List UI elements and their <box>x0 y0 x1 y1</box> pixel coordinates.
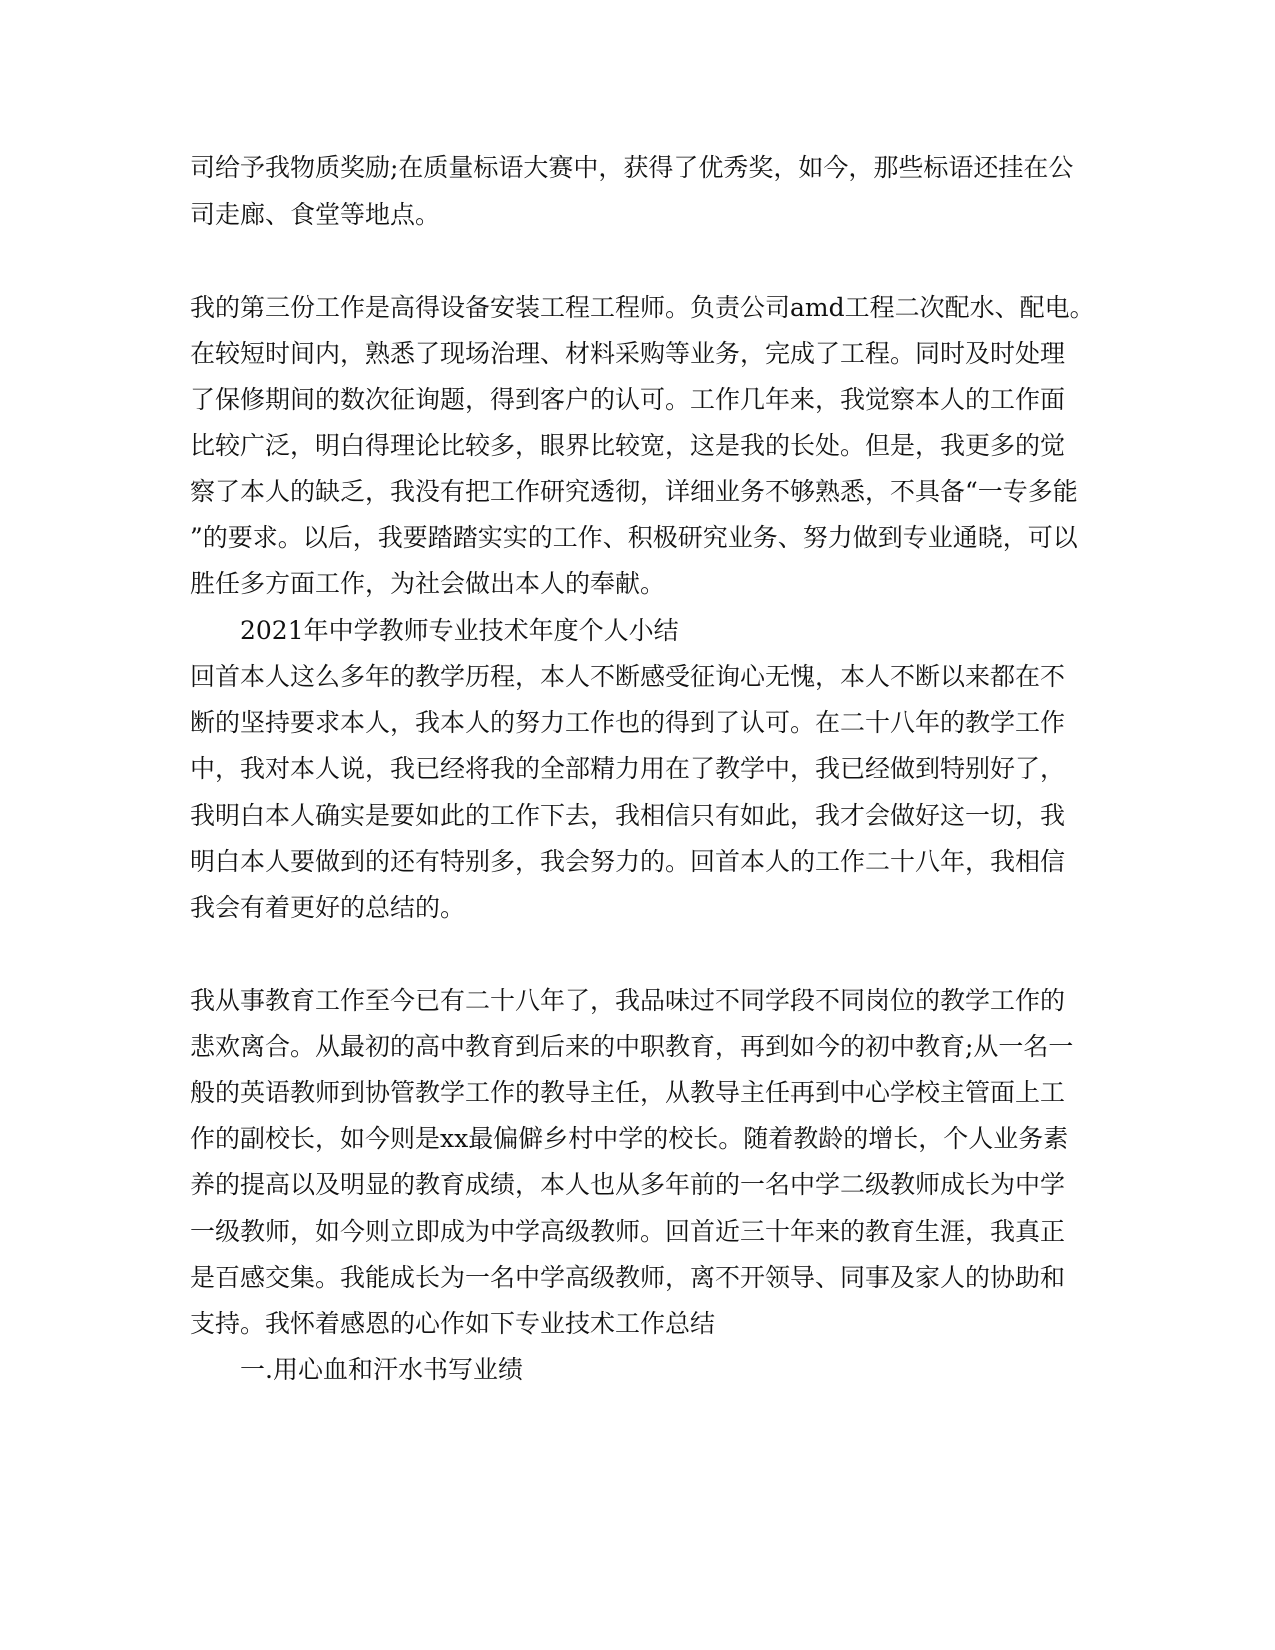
section-heading: 2021年中学教师专业技术年度个人小结 <box>240 616 679 645</box>
text-line: 中，我对本人说，我已经将我的全部精力用在了教学中，我已经做到特别好了， <box>190 754 1066 783</box>
text-line: 我会有着更好的总结的。 <box>190 893 466 922</box>
text-line: 司走廊、食堂等地点。 <box>190 200 441 229</box>
text-line: 司给予我物质奖励;在质量标语大赛中，获得了优秀奖，如今，那些标语还挂在公 <box>190 153 1074 182</box>
text-line: 我的第三份工作是高得设备安装工程工程师。负责公司amd工程二次配水、配电。 <box>190 293 1095 322</box>
text-line: 作的副校长，如今则是xx最偏僻乡村中学的校长。随着教龄的增长，个人业务素 <box>190 1124 1069 1153</box>
text-line: 一级教师，如今则立即成为中学高级教师。回首近三十年来的教育生涯，我真正 <box>190 1217 1066 1246</box>
text-line: 悲欢离合。从最初的高中教育到后来的中职教育，再到如今的初中教育;从一名一 <box>190 1032 1074 1061</box>
text-line: ”的要求。以后，我要踏踏实实的工作、积极研究业务、努力做到专业通晓，可以 <box>190 523 1078 552</box>
text-line: 断的坚持要求本人，我本人的努力工作也的得到了认可。在二十八年的教学工作 <box>190 708 1066 737</box>
text-line: 养的提高以及明显的教育成绩，本人也从多年前的一名中学二级教师成长为中学 <box>190 1170 1066 1199</box>
text-line: 支持。我怀着感恩的心作如下专业技术工作总结 <box>190 1309 716 1338</box>
text-line: 胜任多方面工作，为社会做出本人的奉献。 <box>190 569 666 598</box>
text-line: 在较短时间内，熟悉了现场治理、材料采购等业务，完成了工程。同时及时处理 <box>190 339 1066 368</box>
text-line: 般的英语教师到协管教学工作的教导主任，从教导主任再到中心学校主管面上工 <box>190 1078 1066 1107</box>
text-line: 我从事教育工作至今已有二十八年了，我品味过不同学段不同岗位的教学工作的 <box>190 986 1066 1015</box>
section-heading: 一.用心血和汗水书写业绩 <box>240 1355 523 1384</box>
text-line: 了保修期间的数次征询题，得到客户的认可。工作几年来，我觉察本人的工作面 <box>190 385 1066 414</box>
text-line: 是百感交集。我能成长为一名中学高级教师，离不开领导、同事及家人的协助和 <box>190 1263 1066 1292</box>
text-line: 比较广泛，明白得理论比较多，眼界比较宽，这是我的长处。但是，我更多的觉 <box>190 431 1066 460</box>
text-line: 察了本人的缺乏，我没有把工作研究透彻，详细业务不够熟悉，不具备“一专多能 <box>190 477 1078 506</box>
text-line: 我明白本人确实是要如此的工作下去，我相信只有如此，我才会做好这一切，我 <box>190 801 1066 830</box>
text-line: 明白本人要做到的还有特别多，我会努力的。回首本人的工作二十八年，我相信 <box>190 847 1066 876</box>
text-line: 回首本人这么多年的教学历程，本人不断感受征询心无愧，本人不断以来都在不 <box>190 662 1066 691</box>
